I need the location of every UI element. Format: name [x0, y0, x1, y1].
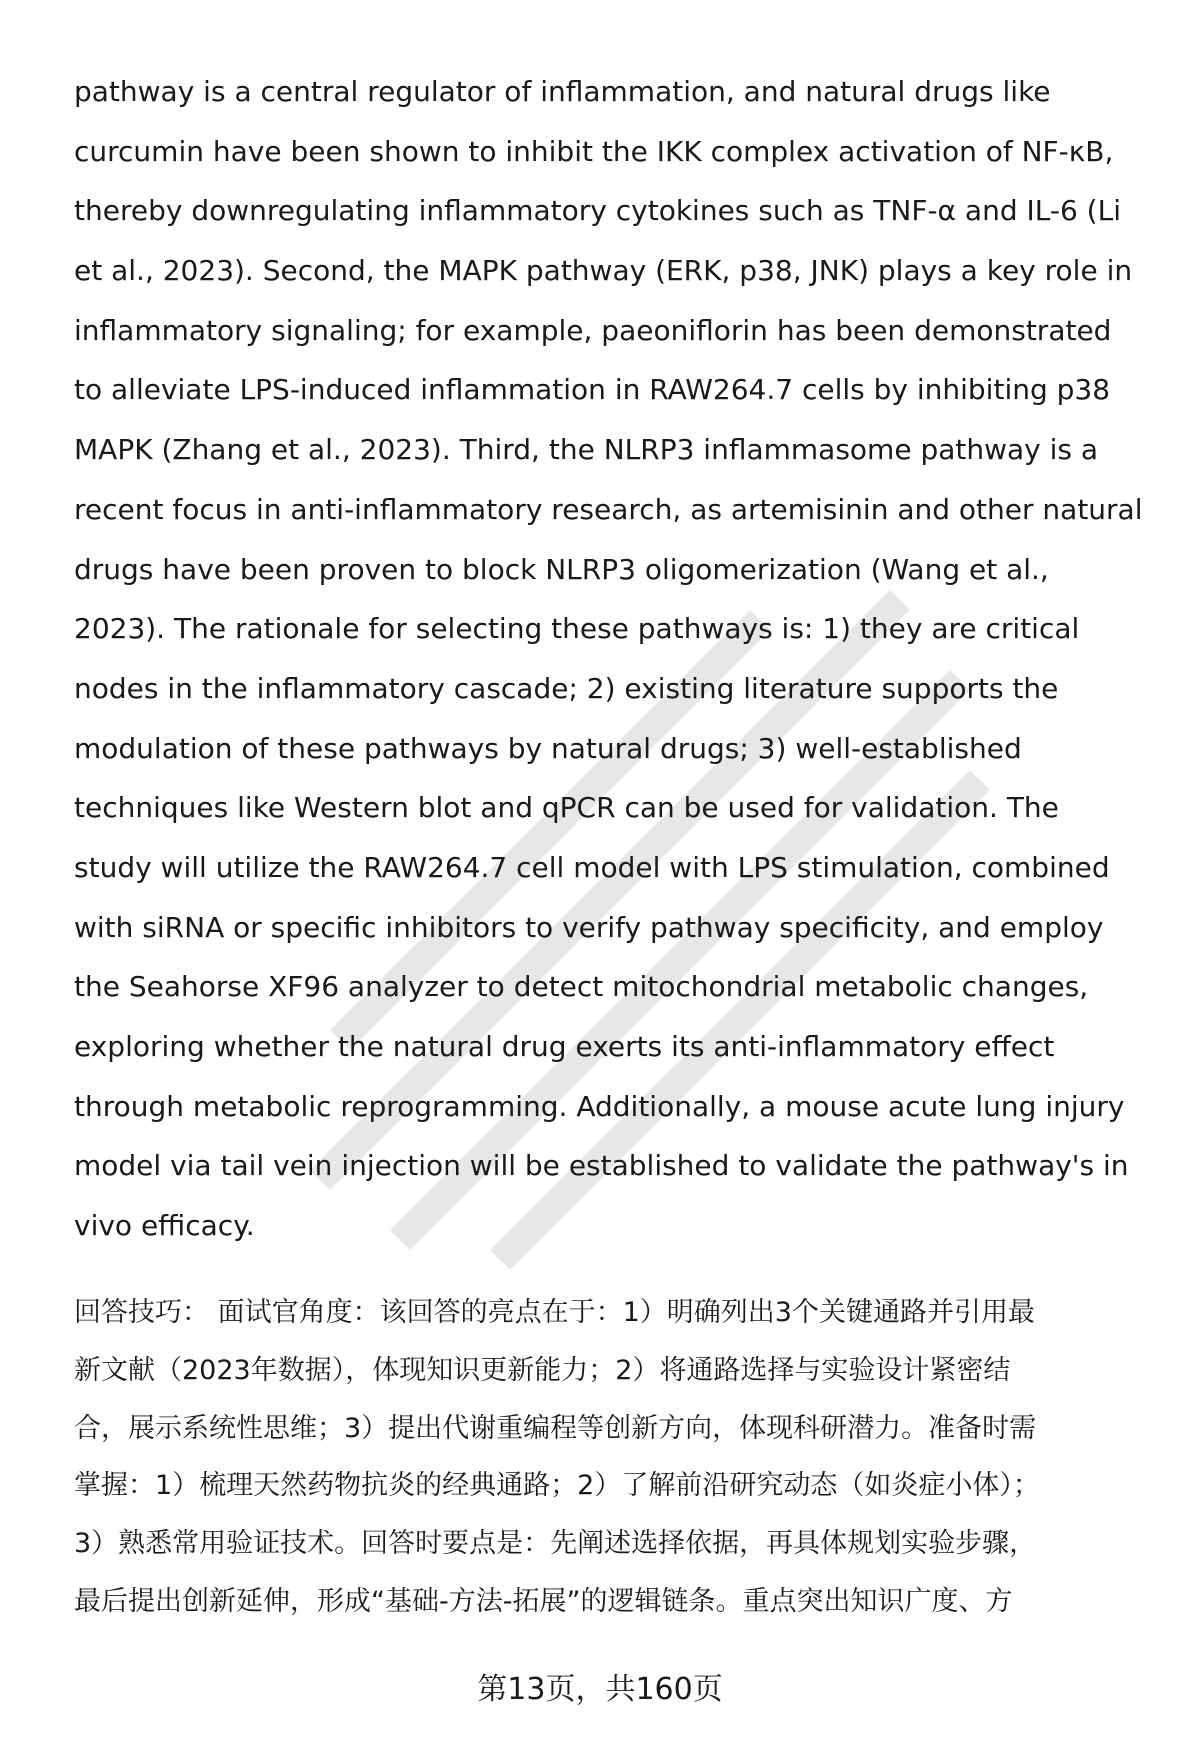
tips-line: 新文献（2023年数据），体现知识更新能力；2）将通路选择与实验设计紧密结 — [74, 1354, 1011, 1386]
paragraph-line: et al., 2023). Second, the MAPK pathway (ERK, p38, JNK) plays a key role in — [74, 254, 1133, 288]
paragraph-line: through metabolic reprogramming. Additionally, a mouse acute lung injury — [74, 1089, 1125, 1123]
paragraph-line: with siRNA or specific inhibitors to verify pathway specificity, and employ — [74, 910, 1104, 944]
tips-line: 3）熟悉常用验证技术。回答时要点是：先阐述选择依据，再具体规划实验步骤， — [74, 1528, 1037, 1560]
paragraph-line: thereby downregulating inflammatory cytokines such as TNF-α and IL-6 (Li — [74, 194, 1121, 228]
paragraph-line: to alleviate LPS-induced inflammation in RAW264.7 cells by inhibiting p38 — [74, 373, 1111, 407]
paragraph-line: exploring whether the natural drug exerts its anti-inflammatory effect — [74, 1030, 1055, 1063]
paragraph-line: drugs have been proven to block NLRP3 oligomerization (Wang et al., — [74, 552, 1049, 586]
paragraph-line: pathway is a central regulator of inflammation, and natural drugs like — [74, 75, 1051, 108]
page-number: 第13页，共160页 — [477, 1672, 723, 1707]
paragraph-line: curcumin have been shown to inhibit the IKK complex activation of NF-κB, — [74, 134, 1114, 168]
paragraph-line: MAPK (Zhang et al., 2023). Third, the NLRP3 inflammasome pathway is a — [74, 433, 1099, 467]
tips-line: 最后提出创新延伸，形成“基础-方法-拓展”的逻辑链条。重点突出知识广度、方 — [74, 1585, 1013, 1617]
tips-line: 回答技巧： 面试官角度：该回答的亮点在于：1）明确列出3个关键通路并引用最 — [74, 1297, 1035, 1328]
english-paragraph — [74, 62, 1154, 1256]
paragraph-line: 2023). The rationale for selecting these pathways is: 1) they are critical — [74, 612, 1080, 646]
tips-line: 掌握：1）梳理天然药物抗炎的经典通路；2）了解前沿研究动态（如炎症小体）； — [74, 1470, 1040, 1502]
tips-line: 合，展示系统性思维；3）提出代谢重编程等创新方向，体现科研潜力。准备时需 — [74, 1412, 1037, 1444]
paragraph-line: nodes in the inflammatory cascade; 2) existing literature supports the — [74, 671, 1059, 705]
paragraph-line: model via tail vein injection will be established to validate the pathway's in — [74, 1149, 1129, 1183]
paragraph-line: modulation of these pathways by natural drugs; 3) well-established — [74, 731, 1022, 765]
paragraph-line: study will utilize the RAW264.7 cell model with LPS stimulation, combined — [74, 850, 1110, 884]
answer-tips-paragraph — [74, 1284, 1154, 1631]
paragraph-line: the Seahorse XF96 analyzer to detect mitochondrial metabolic changes, — [74, 970, 1089, 1004]
paragraph-line: techniques like Western blot and qPCR can be used for validation. The — [74, 791, 1059, 825]
paragraph-line: recent focus in anti-inflammatory research, as artemisinin and other natural — [74, 492, 1143, 526]
paragraph-line: vivo efficacy. — [74, 1209, 255, 1243]
paragraph-line: inflammatory signaling; for example, paeoniflorin has been demonstrated — [74, 313, 1112, 347]
